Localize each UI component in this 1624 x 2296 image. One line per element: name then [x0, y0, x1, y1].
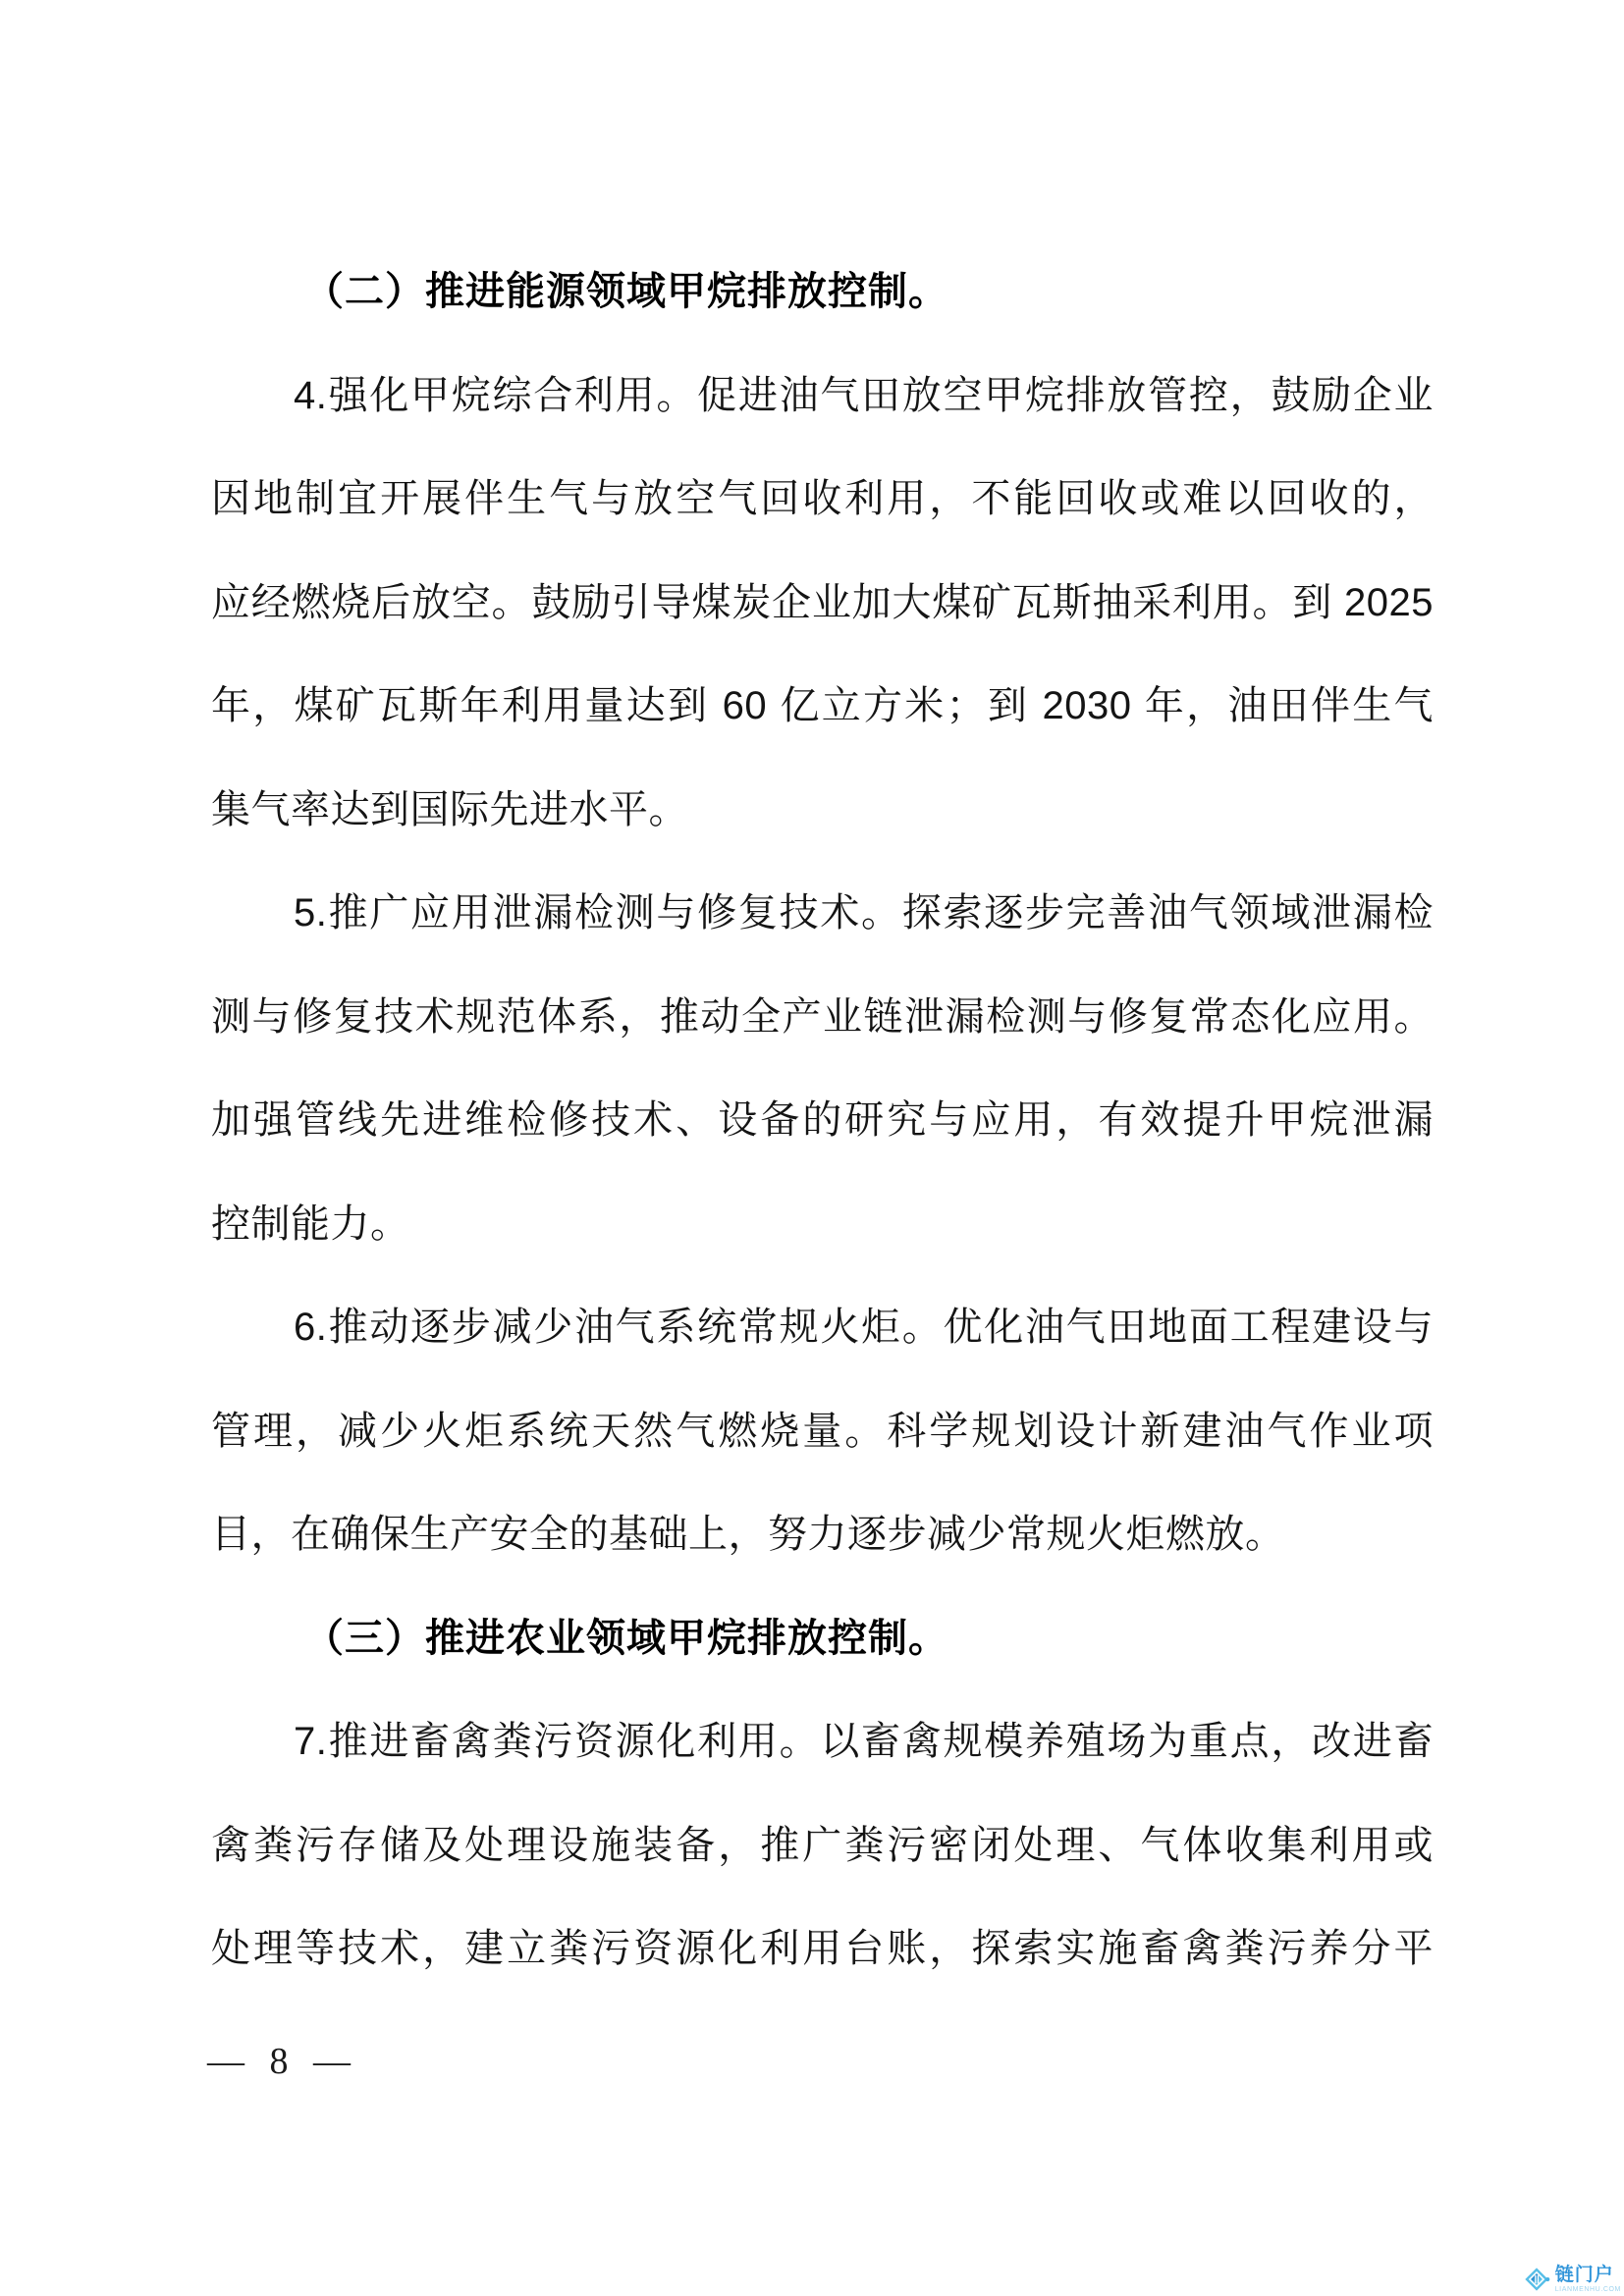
text-line: 年，煤矿瓦斯年利用量达到 60 亿立方米；到 2030 年，油田伴生气 [211, 684, 1434, 727]
section-heading: （二）推进能源领域甲烷排放控制。 [304, 270, 948, 313]
watermark-domain: LIANMENHU.COM [1554, 2286, 1621, 2293]
text-line: 集气率达到国际先进水平。 [211, 787, 688, 831]
text-line: 测与修复技术规范体系，推动全产业链泄漏检测与修复常态化应用。 [211, 994, 1434, 1039]
text-line: 因地制宜开展伴生气与放空气回收利用，不能回收或难以回收的， [211, 477, 1434, 520]
watermark-brand: 链门户 [1554, 2265, 1614, 2285]
text-line: 目，在确保生产安全的基础上，努力逐步减少常规火炬燃放。 [211, 1513, 1285, 1556]
text-line: 4.强化甲烷综合利用。促进油气田放空甲烷排放管控，鼓励企业 [294, 373, 1434, 417]
text-line: 应经燃烧后放空。鼓励引导煤炭企业加大煤矿瓦斯抽采利用。到 2025 [211, 580, 1434, 624]
text-line: 处理等技术，建立粪污资源化利用台账，探索实施畜禽粪污养分平 [211, 1927, 1434, 1970]
site-watermark [1522, 2265, 1621, 2294]
section-heading: （三）推进农业领域甲烷排放控制。 [304, 1616, 948, 1660]
text-line: 管理，减少火炬系统天然气燃烧量。科学规划设计新建油气作业项 [211, 1409, 1434, 1453]
text-line: 6.推动逐步减少油气系统常规火炬。优化油气田地面工程建设与 [294, 1306, 1434, 1349]
document-text-block [211, 240, 1434, 2002]
text-line: 7.推进畜禽粪污资源化利用。以畜禽规模养殖场为重点，改进畜 [294, 1720, 1434, 1763]
text-line: 5.推广应用泄漏检测与修复技术。探索逐步完善油气领域泄漏检 [294, 891, 1434, 934]
lianmenhu-diamond-logo-icon [1522, 2265, 1551, 2294]
watermark-text [1555, 2266, 1621, 2293]
text-line: 加强管线先进维检修技术、设备的研究与应用，有效提升甲烷泄漏 [211, 1098, 1434, 1142]
text-line: 禽粪污存储及处理设施装备，推广粪污密闭处理、气体收集利用或 [211, 1823, 1434, 1867]
page-number: — 8 — [207, 2041, 352, 2082]
text-line: 控制能力。 [211, 1201, 410, 1246]
